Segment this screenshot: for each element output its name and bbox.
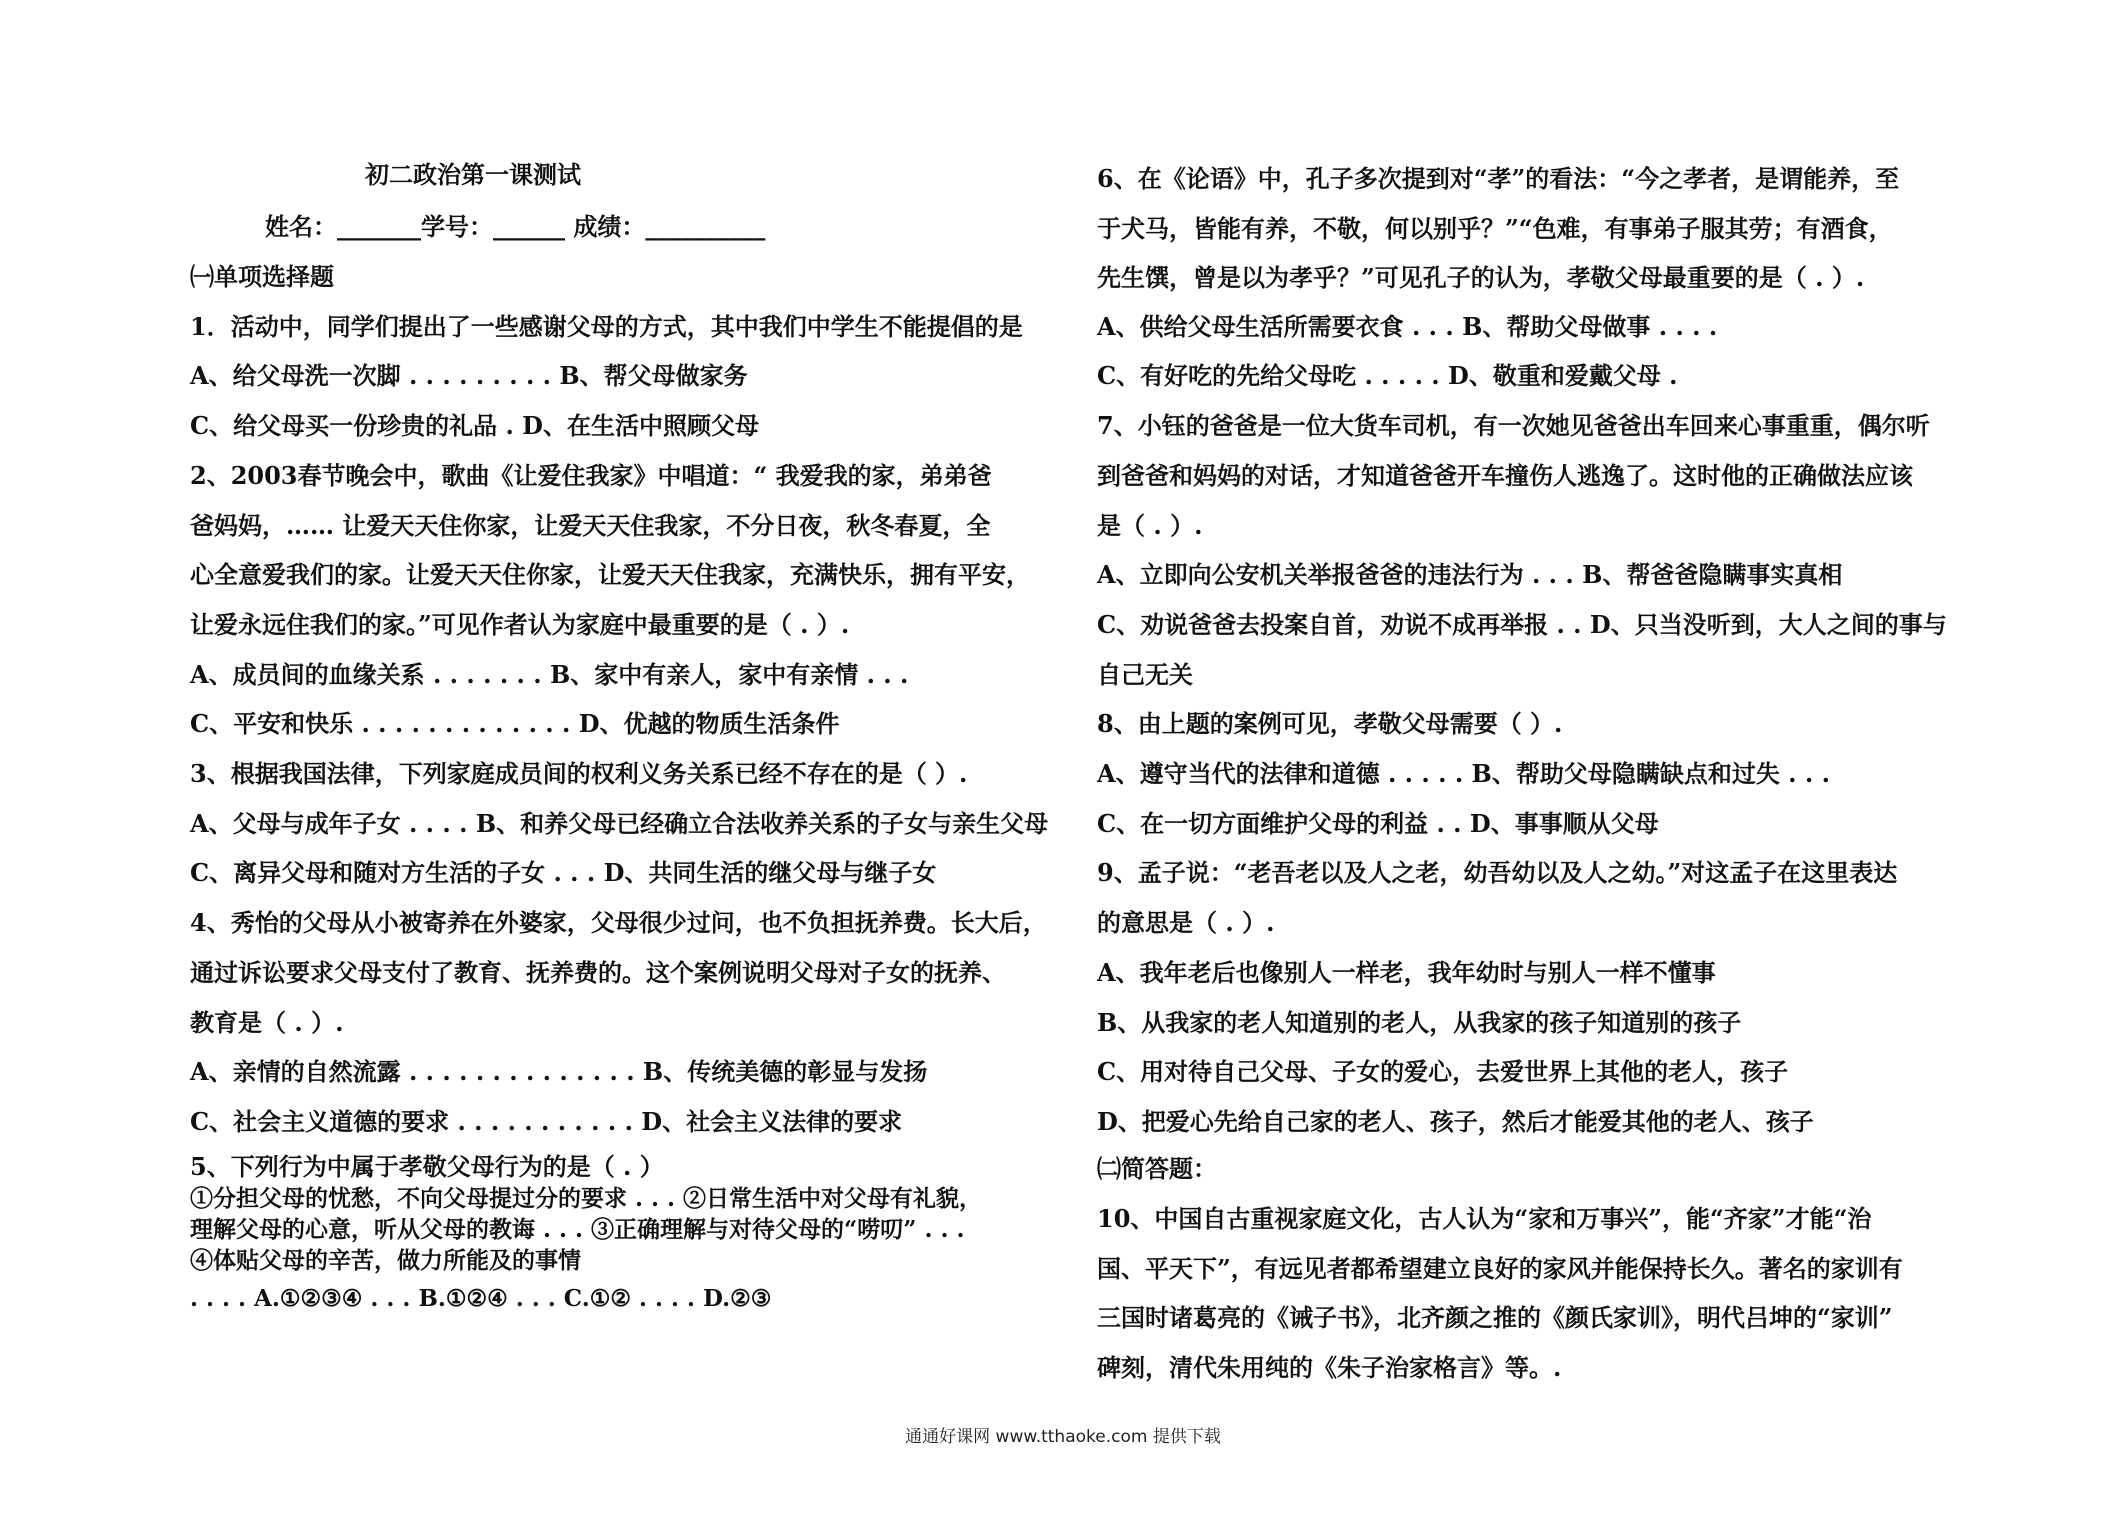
question-6-line-3: 先生馔，曾是以为孝乎？”可见孔子的认为，孝敬父母最重要的是（ . ）. (1097, 263, 1865, 292)
question-4-line-1: 4、秀怡的父母从小被寄养在外婆家，父母很少过问，也不负担抚养费。长大后， (190, 908, 1047, 937)
question-5-item-line-2: 理解父母的心意，听从父母的教诲 . . . ③正确理解与对待父母的“唠叨” . . . (190, 1216, 965, 1243)
question-10-line-4: 碑刻，清代朱用纯的《朱子治家格言》等。. (1097, 1353, 1562, 1382)
question-7-line-2: 到爸爸和妈妈的对话，才知道爸爸开车撞伤人逃逸了。这时他的正确做法应该 (1097, 461, 1913, 490)
footer-source-credit: 通通好课网 www.tthaoke.com 提供下载 (905, 1427, 1221, 1447)
student-info-line: 姓名：_______学号：______ 成绩：__________ (265, 212, 766, 241)
question-2-line-2: 爸妈妈，…… 让爱天天住你家，让爱天天住我家，不分日夜，秋冬春夏，全 (190, 511, 991, 540)
question-8-options-ab: A、遵守当代的法律和道德 . . . . . B、帮助父母隐瞒缺点和过失 . . . (1097, 759, 1830, 788)
question-5-item-line-3: ④体贴父母的辛苦，做力所能及的事情 (190, 1247, 581, 1274)
question-4-line-2: 通过诉讼要求父母支付了教育、抚养费的。这个案例说明父母对子女的抚养、 (190, 958, 1006, 987)
question-8-options-cd: C、在一切方面维护父母的利益 . . D、事事顺从父母 (1097, 809, 1659, 838)
question-2-line-4: 让爱永远住我们的家。”可见作者认为家庭中最重要的是（ . ）. (190, 610, 850, 639)
question-3: 3、根据我国法律，下列家庭成员间的权利义务关系已经不存在的是（ ）. (190, 759, 968, 788)
question-4-options-cd: C、社会主义道德的要求 . . . . . . . . . . . D、社会主义法律的要求 (190, 1107, 903, 1136)
question-1: 1．活动中，同学们提出了一些感谢父母的方式，其中我们中学生不能提倡的是 (190, 312, 1023, 341)
question-3-options-cd: C、离异父母和随对方生活的子女 . . . D、共同生活的继父母与继子女 (190, 858, 937, 887)
question-4-options-ab: A、亲情的自然流露 . . . . . . . . . . . . . . B、传统美德的彰显与发扬 (190, 1057, 928, 1086)
question-2-line-1: 2、2003春节晚会中，歌曲《让爱住我家》中唱道：“ 我爱我的家，弟弟爸 (190, 461, 992, 490)
question-8: 8、由上题的案例可见，孝敬父母需要（ ）. (1097, 709, 1563, 738)
question-6-options-cd: C、有好吃的先给父母吃 . . . . . D、敬重和爱戴父母 . (1097, 361, 1678, 390)
question-9-option-b: B、从我家的老人知道别的老人，从我家的孩子知道别的孩子 (1097, 1008, 1742, 1037)
question-10-line-2: 国、平天下”，有远见者都希望建立良好的家风并能保持长久。著名的家训有 (1097, 1254, 1903, 1283)
question-10-line-1: 10、中国自古重视家庭文化，古人认为“家和万事兴”，能“齐家”才能“治 (1097, 1204, 1872, 1233)
question-2-options-ab: A、成员间的血缘关系 . . . . . . . B、家中有亲人，家中有亲情 . . . (190, 660, 909, 689)
question-7-line-1: 7、小钰的爸爸是一位大货车司机，有一次她见爸爸出车回来心事重重，偶尔听 (1097, 411, 1930, 440)
question-1-options-cd: C、给父母买一份珍贵的礼品 . D、在生活中照顾父母 (190, 411, 759, 440)
question-7-line-3: 是（ . ）. (1097, 511, 1203, 540)
question-2-line-3: 心全意爱我们的家。让爱天天住你家，让爱天天住我家，充满快乐，拥有平安， (190, 560, 1030, 589)
question-5-options: . . . . A.①②③④ . . . B.①②④ . . . C.①② . . . . D.②③ (190, 1285, 772, 1312)
question-3-options-ab: A、父母与成年子女 . . . . B、和养父母已经确立合法收养关系的子女与亲生父母 (190, 809, 1049, 838)
question-9-option-a: A、我年老后也像别人一样老，我年幼时与别人一样不懂事 (1097, 958, 1716, 987)
question-7-options-cd: C、劝说爸爸去投案自首，劝说不成再举报 . . D、只当没听到，大人之间的事与 (1097, 610, 1947, 639)
question-5-item-line-1: ①分担父母的忧愁，不向父母提过分的要求 . . . ②日常生活中对父母有礼貌， (190, 1185, 983, 1212)
question-7-options-cd-continued: 自己无关 (1097, 660, 1193, 689)
question-9-option-d: D、把爱心先给自己家的老人、孩子，然后才能爱其他的老人、孩子 (1097, 1107, 1814, 1136)
question-6-options-ab: A、供给父母生活所需要衣食 . . . B、帮助父母做事 . . . . (1097, 312, 1718, 341)
question-2-options-cd: C、平安和快乐 . . . . . . . . . . . . . D、优越的物质生活条件 (190, 709, 840, 738)
question-5: 5、下列行为中属于孝敬父母行为的是（ . ） (190, 1152, 664, 1181)
section-heading-short-answer: ㈡简答题： (1097, 1154, 1217, 1183)
question-9-option-c: C、用对待自己父母、子女的爱心，去爱世界上其他的老人，孩子 (1097, 1057, 1789, 1086)
question-4-line-3: 教育是（ . ）. (190, 1008, 344, 1037)
question-6-line-2: 于犬马，皆能有养，不敬，何以别乎？”“色难，有事弟子服其劳；有酒食， (1097, 214, 1893, 243)
question-9-line-1: 9、孟子说：“老吾老以及人之老，幼吾幼以及人之幼。”对这孟子在这里表达 (1097, 858, 1898, 887)
question-9-line-2: 的意思是（ . ）. (1097, 908, 1275, 937)
question-6-line-1: 6、在《论语》中，孔子多次提到对“孝”的看法：“今之孝者，是谓能养，至 (1097, 164, 1900, 193)
section-heading-single-choice: ㈠单项选择题 (190, 262, 334, 291)
question-7-options-ab: A、立即向公安机关举报爸爸的违法行为 . . . B、帮爸爸隐瞒事实真相 (1097, 560, 1843, 589)
question-10-line-3: 三国时诸葛亮的《诫子书》，北齐颜之推的《颜氏家训》，明代吕坤的“家训” (1097, 1303, 1893, 1332)
question-1-options-ab: A、给父母洗一次脚 . . . . . . . . . B、帮父母做家务 (190, 361, 748, 390)
page-title: 初二政治第一课测试 (365, 160, 581, 189)
